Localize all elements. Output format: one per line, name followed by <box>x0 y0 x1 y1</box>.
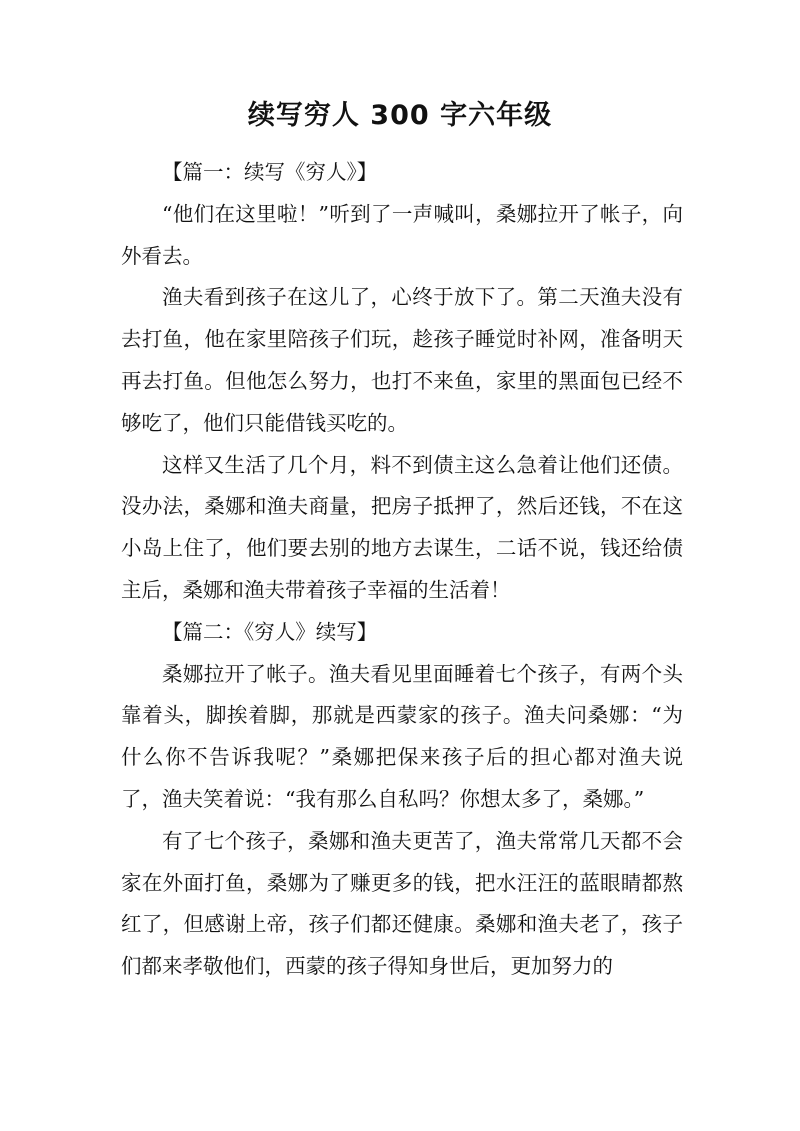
paragraph: “他们在这里啦！”听到了一声喊叫，桑娜拉开了帐子，向外看去。 <box>121 201 683 268</box>
section-heading-1: 【篇一：续写《穷人》】 <box>162 160 378 184</box>
document-body <box>121 152 683 988</box>
document-title: 续写穷人 300 字六年级 <box>247 100 553 131</box>
section-heading-2: 【篇二：《穷人》续写】 <box>162 619 378 644</box>
paragraph: 渔夫看到孩子在这儿了，心终于放下了。第二天渔夫没有去打鱼，他在家里陪孩子们玩，趁孩子睡觉时补网，准备明天再去打鱼。但他怎么努力，也打不来鱼，家里的黑面包已经不够吃了，他们只能借钱买吃的。 <box>121 285 683 435</box>
paragraph: 有了七个孩子，桑娜和渔夫更苦了，渔夫常常几天都不会家在外面打鱼，桑娜为了赚更多的钱，把水汪汪的蓝眼睛都熬红了，但感谢上帝，孩子们都还健康。桑娜和渔夫老了，孩子们都来孝敬他们，西蒙的孩子得知身世后，更加努力的 <box>121 828 683 979</box>
paragraph: 桑娜拉开了帐子。渔夫看见里面睡着七个孩子，有两个头靠着头，脚挨着脚，那就是西蒙家的孩子。渔夫问桑娜：“为什么你不告诉我呢？”桑娜把保来孩子后的担心都对渔夫说了，渔夫笑着说：“我有那么自私吗？你想太多了，桑娜。” <box>121 661 683 811</box>
paragraph: 这样又生活了几个月，料不到债主这么急着让他们还债。没办法，桑娜和渔夫商量，把房子抵押了，然后还钱，不在这小岛上住了，他们要去别的地方去谋生，二话不说，钱还给债主后，桑娜和渔夫带着孩子幸福的生活着！ <box>121 452 683 602</box>
